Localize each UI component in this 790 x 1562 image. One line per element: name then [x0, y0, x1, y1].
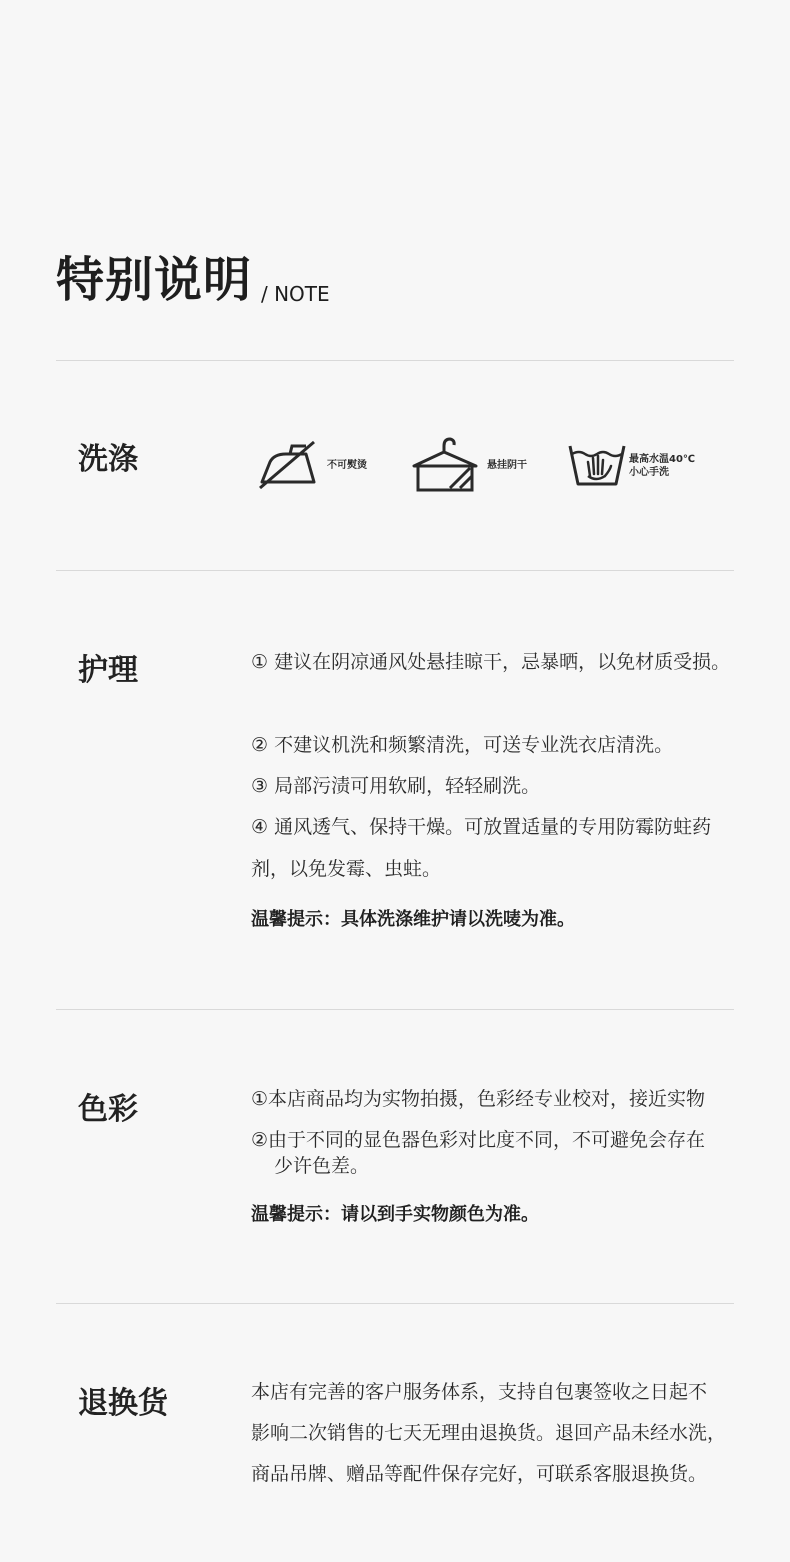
- color-item-2: ②由于不同的显色器色彩对比度不同，不可避免会存在: [251, 1129, 706, 1151]
- divider: [56, 1009, 734, 1010]
- care-item-3: ③ 局部污渍可用软刷，轻轻刷洗。: [251, 775, 541, 797]
- color-tip: 温馨提示：请以到手实物颜色为准。: [251, 1204, 539, 1225]
- hanger-dry-icon: [410, 436, 480, 494]
- divider: [56, 570, 734, 571]
- returns-line-1: 本店有完善的客户服务体系，支持自包裹签收之日起不: [251, 1381, 708, 1403]
- no-iron-icon: [256, 438, 320, 492]
- section-heading-returns: 退换货: [78, 1386, 168, 1421]
- hand-wash-icon: [568, 440, 626, 488]
- hanger-dry-label: 悬挂阴干: [487, 460, 527, 471]
- care-item-1: ① 建议在阴凉通风处悬挂晾干，忌暴晒，以免材质受损。: [251, 651, 731, 673]
- care-item-4: ④ 通风透气、保持干燥。可放置适量的专用防霉防蛀药: [251, 816, 712, 838]
- divider: [56, 1303, 734, 1304]
- section-heading-washing: 洗涤: [78, 442, 138, 477]
- no-iron-label: 不可熨烫: [327, 460, 367, 471]
- care-tip: 温馨提示：具体洗涤维护请以洗唛为准。: [251, 909, 575, 930]
- section-heading-care: 护理: [78, 653, 138, 688]
- returns-line-3: 商品吊牌、赠品等配件保存完好，可联系客服退换货。: [251, 1463, 708, 1485]
- hand-wash-label-temp: 最高水温40℃: [629, 454, 696, 465]
- page-title: 特别说明: [56, 252, 253, 308]
- color-item-2-cont: 少许色差。: [274, 1155, 370, 1177]
- returns-line-2: 影响二次销售的七天无理由退换货。退回产品未经水洗，: [251, 1422, 727, 1444]
- divider: [56, 360, 734, 361]
- page-subtitle: / NOTE: [261, 282, 330, 306]
- care-item-4-cont: 剂，以免发霉、虫蛀。: [251, 858, 442, 880]
- color-item-1: ①本店商品均为实物拍摄，色彩经专业校对，接近实物: [251, 1088, 706, 1110]
- hand-wash-label-care: 小心手洗: [629, 467, 669, 478]
- section-heading-color: 色彩: [78, 1092, 138, 1127]
- care-item-2: ② 不建议机洗和频繁清洗，可送专业洗衣店清洗。: [251, 734, 674, 756]
